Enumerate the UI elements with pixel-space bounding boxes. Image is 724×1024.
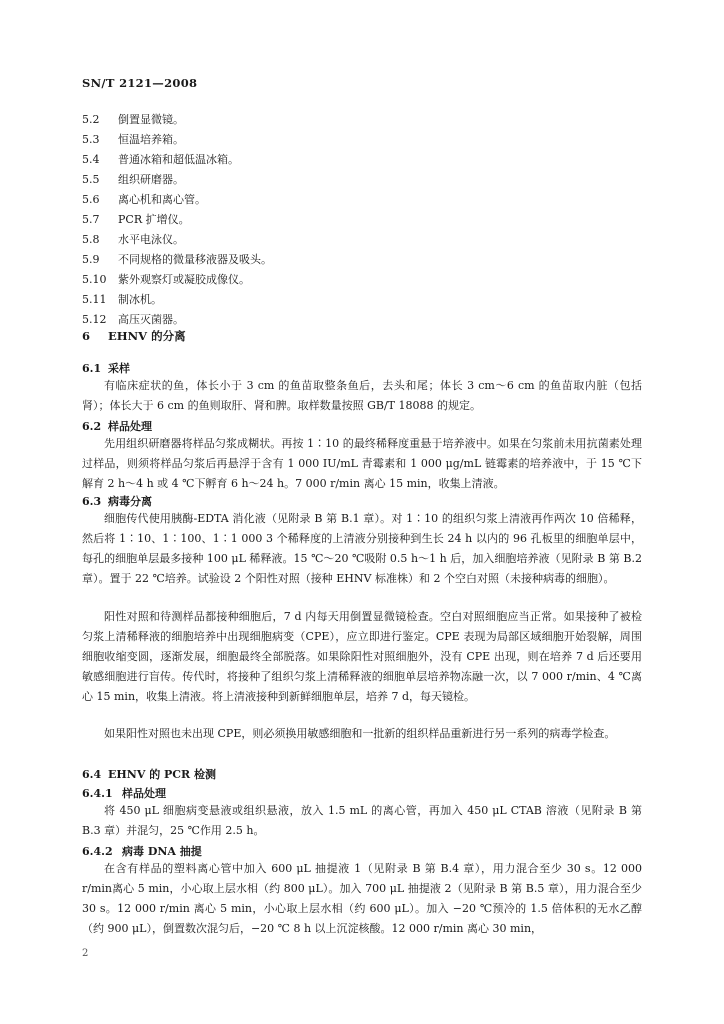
- subsection-title: 病毒 DNA 抽提: [122, 845, 202, 858]
- subsection-number: 6.4.2: [82, 845, 113, 858]
- subsection-number: 6.4: [82, 768, 102, 781]
- list-item-text: 紫外观察灯或凝胶成像仪。: [118, 273, 250, 286]
- list-item: [82, 310, 272, 330]
- subsection-6-2-heading: [82, 418, 152, 434]
- subsection-number: 6.3: [82, 495, 102, 508]
- list-item-text: 普通冰箱和超低温冰箱。: [118, 153, 239, 166]
- paragraph-6-4-1: 将 450 μL 细胞病变悬液或组织悬液，放入 1.5 mL 的离心管，再加入 450 μL CTAB 溶液（见附录 B 第 B.3 章）并混匀，25 ℃作用 2.5 h。: [82, 804, 642, 837]
- subsection-title: EHNV 的 PCR 检测: [108, 768, 217, 781]
- equipment-list: [82, 110, 272, 330]
- subsection-6-4-1-heading: [82, 785, 166, 801]
- subsection-title: 样品处理: [122, 787, 166, 800]
- list-item: [82, 270, 272, 290]
- subsection-title: 采样: [108, 362, 130, 375]
- list-item: [82, 250, 272, 270]
- subsection-6-1-heading: [82, 360, 130, 376]
- list-item-number: 5.11: [82, 293, 107, 306]
- list-item-text: 水平电泳仪。: [118, 233, 184, 246]
- paragraph-6-3-a: 细胞传代使用胰酶-EDTA 消化液（见附录 B 第 B.1 章）。对 1∶10 的组织匀浆上清液再作两次 10 倍稀释，然后将 1∶10、1∶100、1∶1 000 3 个稀释度的上清液分别接种到生长 24 h 以内的 96 孔板里的细胞单层中，每孔的细胞单层最多接种 100 μL 稀释液。15 ℃～20 ℃吸附 0.5 h～1 h 后，加入细胞培养液（见附录 B 第 B.2 章）。置于 22 ℃培养。试验设 2 个阳性对照（接种 EHNV 标准株）和 2 个空白对照（未接种病毒的细胞）。: [82, 512, 642, 585]
- list-item: [82, 150, 272, 170]
- subsection-6-3-heading: [82, 493, 152, 509]
- section-title: EHNV 的分离: [108, 329, 186, 343]
- list-item-number: 5.10: [82, 273, 107, 286]
- list-item-text: 恒温培养箱。: [118, 133, 184, 146]
- paragraph-6-2: 先用组织研磨器将样品匀浆成糊状。再按 1∶10 的最终稀释度重悬于培养液中。如果在匀浆前未用抗菌素处理过样品，则须将样品匀浆后再悬浮于含有 1 000 IU/mL 青霉素和 1 000 μg/mL 链霉素的培养液中，于 15 ℃下解育 2 h～4 h 或 4 ℃下孵育 6 h～24 h。7 000 r/min 离心 15 min，收集上清液。: [82, 437, 642, 490]
- subsection-6-4-2-heading: [82, 843, 202, 859]
- subsection-title: 样品处理: [108, 420, 152, 433]
- list-item: [82, 190, 272, 210]
- subsection-6-4-heading: [82, 766, 216, 782]
- list-item-number: 5.7: [82, 213, 100, 226]
- list-item-number: 5.12: [82, 313, 107, 326]
- list-item: [82, 130, 272, 150]
- list-item: [82, 110, 272, 130]
- list-item-number: 5.4: [82, 153, 100, 166]
- paragraph-6-3-c: 如果阳性对照也未出现 CPE，则必须换用敏感细胞和一批新的组织样品重新进行另一系列的病毒学检查。: [104, 727, 616, 740]
- list-item-text: 组织研磨器。: [118, 173, 184, 186]
- paragraph-6-3-b: 阳性对照和待测样品都接种细胞后，7 d 内每天用倒置显微镜检查。空白对照细胞应当正常。如果接种了被检匀浆上清稀释液的细胞培养中出现细胞病变（CPE），应立即进行鉴定。CPE 表现为局部区域细胞开始裂解，周围细胞收缩变圆，逐渐发展，细胞最终全部脱落。如果除阳性对照细胞外，没有 CPE 出现，则在培养 7 d 后还要用敏感细胞进行盲传。传代时，将接种了组织匀浆上清稀释液的细胞单层培养物冻融一次，以 7 000 r/min、4 ℃离心 15 min，收集上清液。将上清液接种到新鲜细胞单层，培养 7 d，每天镜检。: [82, 610, 642, 703]
- page-number: 2: [82, 948, 89, 959]
- list-item: [82, 290, 272, 310]
- list-item-number: 5.8: [82, 233, 100, 246]
- section-6-heading: [82, 328, 186, 344]
- list-item-text: 倒置显微镜。: [118, 113, 184, 126]
- list-item-number: 5.2: [82, 113, 100, 126]
- list-item-number: 5.6: [82, 193, 100, 206]
- list-item-number: 5.3: [82, 133, 100, 146]
- list-item-text: 离心机和离心管。: [118, 193, 206, 206]
- list-item-number: 5.5: [82, 173, 100, 186]
- section-number: 6: [82, 329, 91, 343]
- list-item: [82, 230, 272, 250]
- subsection-title: 病毒分离: [108, 495, 152, 508]
- subsection-number: 6.4.1: [82, 787, 113, 800]
- list-item-text: 制冰机。: [118, 293, 162, 306]
- list-item-text: PCR 扩增仪。: [118, 213, 190, 226]
- list-item: [82, 210, 272, 230]
- paragraph-6-4-2: 在含有样品的塑料离心管中加入 600 μL 抽提液 1（见附录 B 第 B.4 章），用力混合至少 30 s。12 000 r/min离心 5 min，小心取上层水相（约 800 μL）。加入 700 μL 抽提液 2（见附录 B 第 B.5 章），用力混合至少 30 s。12 000 r/min 离心 5 min，小心取上层水相（约 600 μL）。加入 −20 ℃预冷的 1.5 倍体积的无水乙醇（约 900 μL），倒置数次混匀后，−20 ℃ 8 h 以上沉淀核酸。12 000 r/min 离心 30 min，: [82, 862, 642, 935]
- list-item-number: 5.9: [82, 253, 100, 266]
- list-item: [82, 170, 272, 190]
- subsection-number: 6.2: [82, 420, 102, 433]
- list-item-text: 不同规格的微量移液器及吸头。: [118, 253, 272, 266]
- list-item-text: 高压灭菌器。: [118, 313, 184, 326]
- paragraph-6-1: 有临床症状的鱼，体长小于 3 cm 的鱼苗取整条鱼后，去头和尾；体长 3 cm～6 cm 的鱼苗取内脏（包括肾）；体长大于 6 cm 的鱼则取肝、肾和脾。取样数量按照 GB/T 18088 的规定。: [82, 379, 642, 412]
- subsection-number: 6.1: [82, 362, 102, 375]
- standard-number-header: SN/T 2121—2008: [82, 76, 198, 90]
